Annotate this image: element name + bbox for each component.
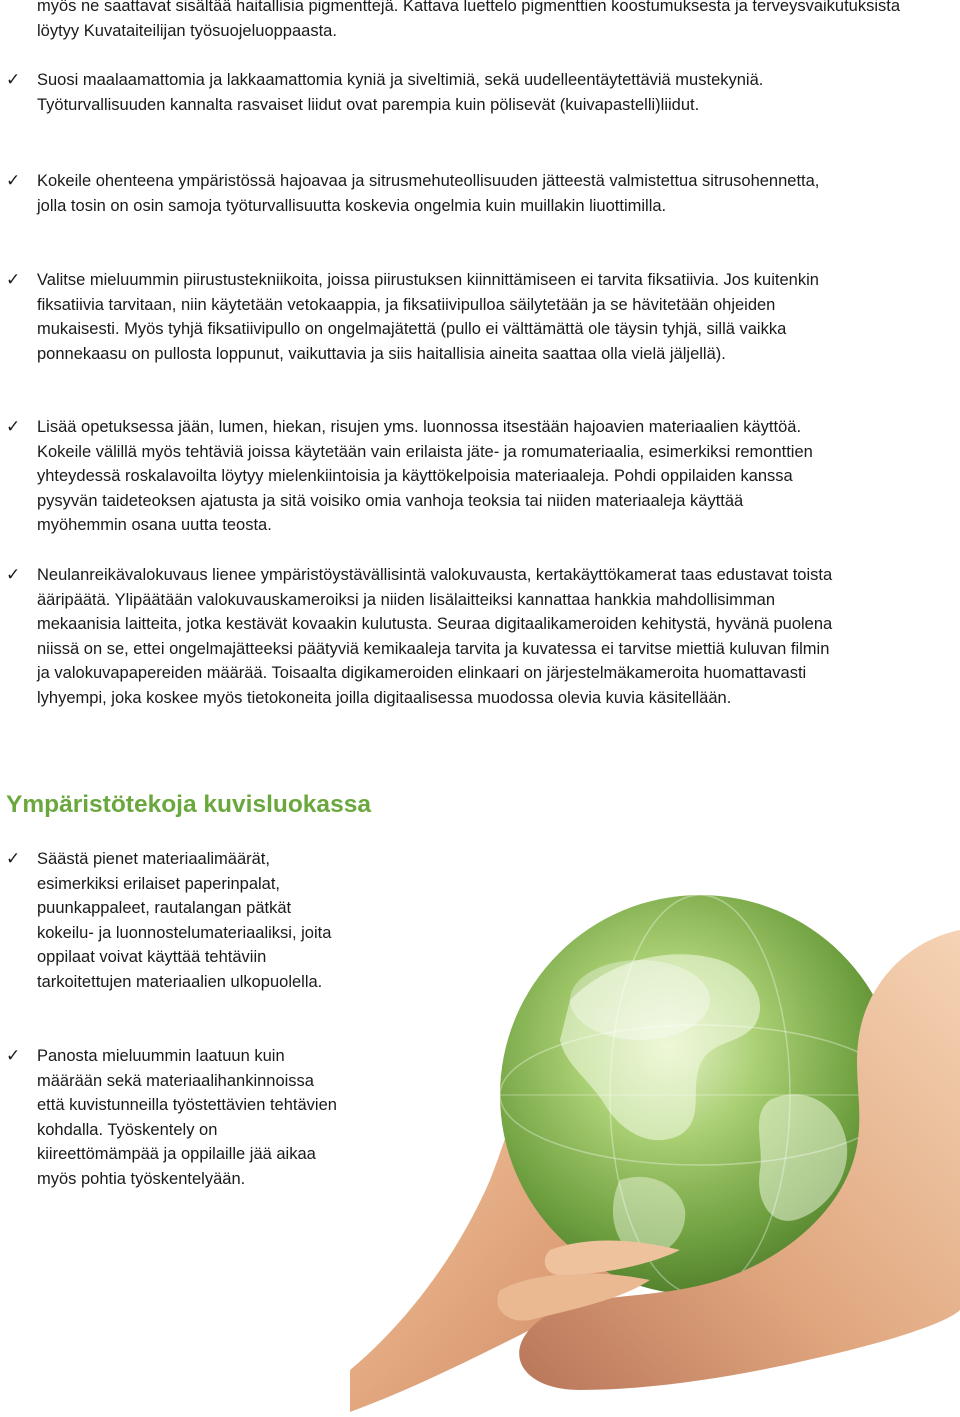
checkmark-icon: ✓ (6, 417, 21, 437)
bullet-item (0, 268, 837, 366)
section-heading: Ympäristötekoja kuvisluokassa (6, 791, 371, 818)
bullet-text: Valitse mieluummin piirustustekniikoita, joissa piirustuksen kiinnittämiseen ei tarvita fiksatiivia. Jos kuitenkin fiksatiivia tarvitaan, niin käytetään vetokaappia, ja fiksatiivipulloa säilytetään ja se hävitetään ohjeiden mukaisesti. Myös tyhjä fiksatiivipullo on ongelmajätettä (pullo ei välttämättä ole täysin tyhjä, sillä vaikka ponnekaasu on pullosta loppunut, vaikuttavia ja siis haitallisia aineita saattaa olla vielä jäljellä). (37, 271, 819, 363)
bullet-item (0, 68, 837, 117)
bullet-text: Kokeile ohenteena ympäristössä hajoavaa ja sitrusmehuteollisuuden jätteestä valmistettua sitrusohennetta, jolla tosin on osin samoja työturvallisuutta koskevia ongelmia kuin muillakin liuottimilla. (37, 172, 820, 215)
bullet-text: Neulanreikävalokuvaus lienee ympäristöystävällisintä valokuvausta, kertakäyttökamerat taas edustavat toista ääripäätä. Ylipäätään valokuvauskameroiksi ja niiden lisälaitteiksi kannattaa hankkia mahdollisimman mekaanisia laitteita, jotka kestävät kovaakin kulutusta. Seuraa digitaalikameroiden kehitystä, hyvänä puolena niissä on se, ettei ongelmajätteeksi päätyviä kemikaaleja tarvita ja kuvatessa ei tarvitse miettiä kuluvan filmin ja valokuvapapereiden määrää. Toisaalta digikameroiden elinkaari on järjestelmäkameroita huomattavasti lyhyempi, joka koskee myös tietokoneita joilla digitaalisessa muodossa olevia kuvia käsitellään. (37, 566, 833, 707)
bullet-item (0, 169, 837, 218)
checkmark-icon: ✓ (6, 70, 21, 90)
checkmark-icon: ✓ (6, 849, 21, 869)
bullet-text: Panosta mieluummin laatuun kuin määrään sekä materiaalihankinnoissa että kuvistunneilla työstettävien tehtävien kohdalla. Työskentely on kiireettömämpää ja oppilaille jää aikaa myös pohtia työskentelyään. (37, 1047, 337, 1188)
hands-holding-globe-icon (350, 850, 960, 1412)
intro-paragraph: myös ne saattavat sisältää haitallisia pigmenttejä. Kattava luettelo pigmenttien koostumuksesta ja terveysvaikutuksista löytyy Kuvataiteilijan työsuojeluoppaasta. (37, 0, 901, 40)
checkmark-icon: ✓ (6, 565, 21, 585)
checkmark-icon: ✓ (6, 270, 21, 290)
bullet-item (0, 415, 837, 538)
bullet-item (0, 847, 337, 994)
checkmark-icon: ✓ (6, 1046, 21, 1066)
checkmark-icon: ✓ (6, 171, 21, 191)
bullet-text: Säästä pienet materiaalimäärät, esimerkiksi erilaiset paperinpalat, puunkappaleet, rautalangan pätkät kokeilu- ja luonnostelumateriaaliksi, joita oppilaat voivat käyttää tehtäviin tarkoitettujen materiaalien ulkopuolella. (37, 850, 332, 991)
bullet-text: Lisää opetuksessa jään, lumen, hiekan, risujen yms. luonnossa itsestään hajoavien materiaalien käyttöä. Kokeile välillä myös tehtäviä joissa käytetään vain erilaista jäte- ja romumateriaalia, esimerkiksi remonttien yhteydessä roskalavoilta löytyy mielenkiintoisia ja käyttökelpoisia materiaaleja. Pohdi oppilaiden kanssa pysyvän taideteoksen ajatusta ja sitä voisiko omia vanhoja teoksia tai niiden materiaaleja käyttää myöhemmin osana uutta teosta. (37, 418, 813, 534)
hands-holding-globe-image (350, 850, 960, 1412)
bullet-item (0, 563, 837, 710)
bullet-item (0, 1044, 337, 1191)
bullet-text: Suosi maalaamattomia ja lakkaamattomia kyniä ja siveltimiä, sekä uudelleentäytettäviä mustekyniä. Työturvallisuuden kannalta rasvaiset liidut ovat parempia kuin pölisevät (kuivapastelli)liidut. (37, 71, 764, 114)
